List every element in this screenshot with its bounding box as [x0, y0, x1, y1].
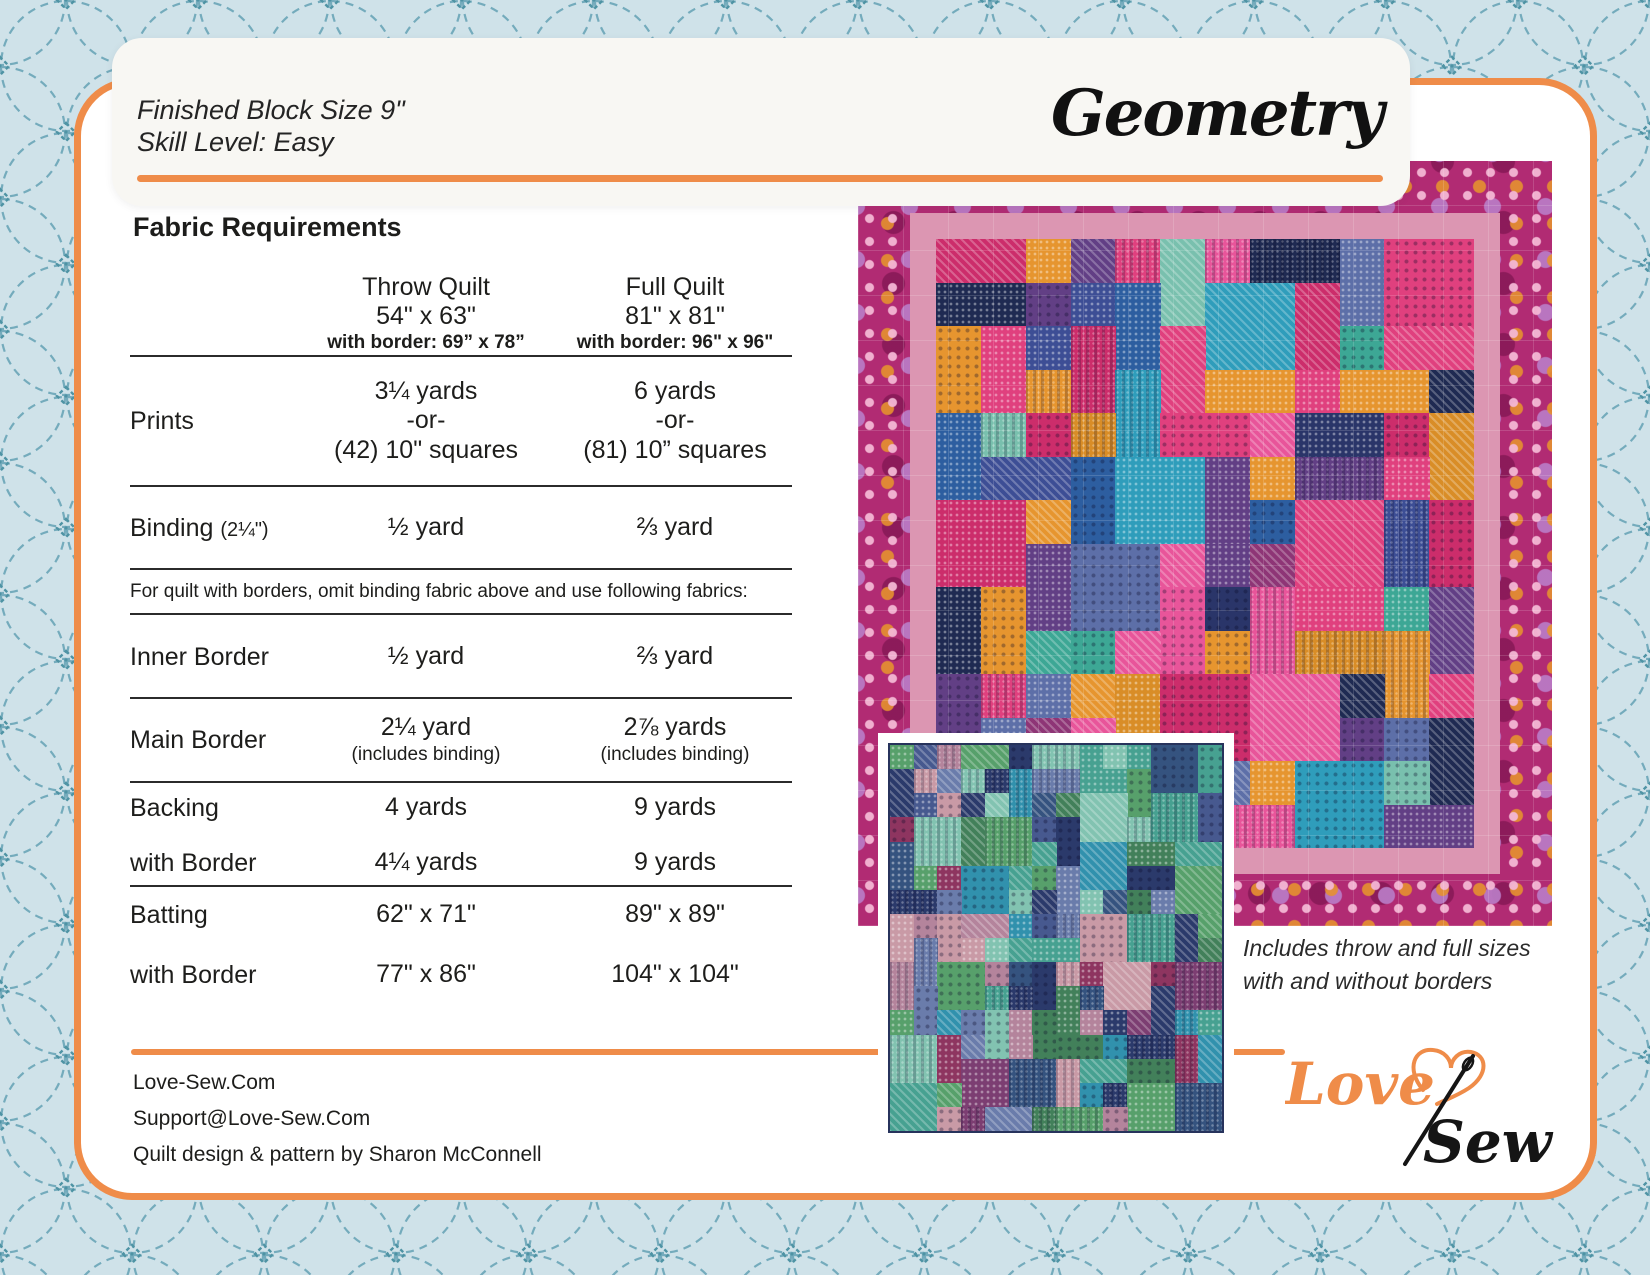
full-quilt-border-size: with border: 96" x 96"	[576, 331, 774, 353]
fabric-patch	[1384, 631, 1429, 719]
fabric-patch	[1115, 283, 1160, 371]
fabric-patch	[937, 962, 985, 1011]
fabric-patch	[937, 866, 961, 891]
fabric-patch	[1032, 817, 1056, 842]
full-quilt-name: Full Quilt	[625, 272, 725, 301]
table-note-row	[130, 571, 806, 613]
fabric-patch	[1175, 914, 1199, 963]
fabric-patch	[1032, 1107, 1056, 1132]
fabric-patch	[1032, 842, 1056, 867]
value-line: 2¼ yard	[380, 713, 472, 742]
fabric-patch	[1429, 500, 1474, 588]
row-label	[130, 514, 308, 543]
fabric-patch	[1080, 1083, 1104, 1108]
fabric-patch	[890, 890, 938, 915]
quilt-patchwork-center	[888, 743, 1224, 1133]
fabric-patch	[1250, 239, 1340, 283]
fabric-patch	[1198, 1010, 1222, 1035]
fabric-patch	[890, 1083, 938, 1132]
fabric-patch	[1151, 745, 1199, 794]
fabric-patch	[1026, 239, 1071, 283]
table-row-backing-with-border	[130, 840, 806, 886]
fabric-patch	[985, 938, 1009, 963]
value-line: (81) 10” squares	[583, 435, 767, 464]
fabric-patch	[1198, 793, 1222, 842]
row-label: with Border	[130, 848, 257, 877]
quilt-caption	[1243, 932, 1531, 999]
fabric-patch	[961, 769, 985, 794]
fabric-patch	[1151, 890, 1175, 915]
fabric-patch	[1127, 1010, 1151, 1035]
throw-quilt-name: Throw Quilt	[362, 272, 490, 301]
binding-full-value: ⅔ yard	[636, 513, 714, 542]
batting-border-full-value: 104" x 104"	[611, 960, 739, 989]
finished-block-size-text: Finished Block Size 9"	[137, 95, 405, 125]
fabric-patch	[961, 793, 985, 818]
fabric-patch	[937, 1107, 961, 1132]
fabric-patch	[985, 769, 1009, 794]
fabric-patch	[890, 842, 914, 891]
fabric-patch	[1009, 962, 1033, 987]
fabric-patch	[1026, 674, 1071, 718]
fabric-patch	[1080, 769, 1128, 794]
fabric-patch	[1127, 914, 1175, 963]
fabric-patch	[1080, 1059, 1128, 1084]
row-label: Prints	[130, 406, 194, 435]
fabric-patch	[1384, 413, 1429, 457]
fabric-patch	[1340, 326, 1385, 370]
table-divider	[130, 485, 792, 487]
fabric-patch	[1103, 962, 1151, 1011]
fabric-patch	[1103, 1010, 1127, 1035]
fabric-patch	[1127, 817, 1151, 842]
main-border-full-value	[544, 713, 806, 766]
fabric-patch	[890, 817, 914, 842]
fabric-patch	[1384, 587, 1429, 631]
value-line: (42) 10" squares	[334, 435, 518, 464]
fabric-patch	[937, 769, 961, 794]
fabric-patch	[936, 500, 1026, 588]
value-line: 6 yards	[634, 376, 716, 405]
fabric-patch	[1080, 986, 1104, 1011]
batting-full-value: 89" x 89"	[625, 900, 725, 929]
main-border-throw-value	[308, 713, 544, 766]
fabric-patch	[1009, 866, 1033, 891]
fabric-patch	[1205, 544, 1250, 588]
fabric-patch	[914, 745, 938, 770]
fabric-patch	[961, 1059, 1009, 1108]
table-row-batting	[130, 890, 806, 940]
fabric-patch	[1127, 769, 1151, 818]
fabric-patch	[961, 1035, 985, 1060]
fabric-patch	[1160, 326, 1205, 414]
fabric-patch	[1032, 962, 1056, 1011]
fabric-patch	[1340, 370, 1430, 414]
fabric-patch	[936, 283, 1026, 327]
table-header-row	[130, 252, 806, 358]
fabric-patch	[1250, 587, 1295, 675]
fabric-patch	[1071, 326, 1116, 414]
skill-level-text: Skill Level: Easy	[137, 127, 334, 158]
fabric-patch	[1384, 761, 1429, 805]
fabric-patch	[1175, 1010, 1199, 1035]
fabric-patch	[1032, 1010, 1056, 1059]
fabric-patch	[1384, 239, 1474, 327]
fabric-patch	[961, 1010, 985, 1035]
fabric-patch	[981, 674, 1026, 718]
row-label: Inner Border	[130, 642, 269, 671]
fabric-patch	[1429, 587, 1474, 675]
fabric-patch	[914, 938, 938, 987]
value-subline: (includes binding)	[600, 743, 750, 765]
fabric-patch	[1160, 413, 1250, 457]
table-divider	[130, 781, 792, 783]
fabric-patch	[890, 914, 914, 963]
binding-throw-value: ½ yard	[387, 513, 465, 542]
fabric-patch	[1071, 283, 1116, 327]
fabric-patch	[1250, 674, 1340, 762]
fabric-patch	[1032, 769, 1080, 794]
fabric-patch	[1026, 413, 1071, 457]
fabric-patch	[1295, 587, 1385, 631]
fabric-patch	[1295, 413, 1385, 457]
fabric-patch	[1160, 544, 1205, 588]
fabric-patch	[1151, 793, 1199, 842]
inner-border-full-value: ⅔ yard	[636, 642, 714, 671]
fabric-patch	[961, 1107, 985, 1132]
love-sew-logo	[1285, 1022, 1565, 1172]
fabric-patch	[985, 962, 1009, 987]
fabric-patch	[1429, 718, 1474, 806]
table-row-backing	[130, 784, 806, 832]
fabric-patch	[1384, 718, 1429, 762]
caption-line: with and without borders	[1243, 968, 1493, 995]
fabric-patch	[1080, 793, 1128, 842]
fabric-patch	[1175, 842, 1223, 867]
fabric-patch	[890, 769, 914, 818]
batting-throw-value: 62" x 71"	[376, 900, 476, 929]
fabric-patch	[1250, 544, 1295, 588]
header-card	[112, 38, 1410, 206]
batting-border-throw-value: 77" x 86"	[376, 960, 476, 989]
binding-width-note: (2¼")	[220, 518, 269, 541]
fabric-patch	[1127, 866, 1175, 891]
full-quilt-column-header	[544, 273, 806, 354]
fabric-patch	[1429, 674, 1474, 718]
throw-quilt-border-size: with border: 69” x 78”	[327, 331, 525, 353]
fabric-patch	[1026, 500, 1071, 544]
fabric-patch	[936, 587, 981, 675]
fabric-patch	[1295, 457, 1385, 501]
full-quilt-size: 81" x 81"	[625, 302, 725, 331]
fabric-patch	[1026, 283, 1071, 327]
fabric-patch	[985, 986, 1009, 1011]
fabric-patch	[981, 587, 1026, 675]
fabric-patch	[1175, 866, 1223, 915]
fabric-patch	[961, 914, 1009, 939]
fabric-patch	[914, 986, 938, 1035]
fabric-patch	[936, 413, 981, 501]
fabric-patch	[1340, 718, 1385, 762]
table-divider	[130, 613, 792, 615]
fabric-patch	[1250, 500, 1295, 544]
fabric-patch	[914, 866, 938, 891]
fabric-patch	[936, 239, 1026, 283]
fabric-patch	[1127, 1083, 1175, 1132]
fabric-patch	[937, 914, 961, 963]
value-line: -or-	[655, 406, 695, 435]
fabric-patch	[981, 326, 1026, 414]
fabric-patch	[1340, 239, 1385, 327]
fabric-patch	[1151, 986, 1175, 1035]
fabric-patch	[1071, 457, 1116, 545]
fabric-patch	[961, 817, 985, 866]
fabric-patch	[1056, 986, 1080, 1035]
prints-throw-value	[308, 377, 544, 466]
throw-quilt-column-header	[308, 273, 544, 354]
fabric-patch	[1198, 938, 1222, 963]
fabric-patch	[1026, 544, 1071, 632]
fabric-patch	[1127, 842, 1175, 867]
fabric-patch	[961, 938, 985, 963]
fabric-patch	[1160, 587, 1205, 675]
fabric-patch	[1056, 1035, 1104, 1060]
fabric-patch	[1071, 631, 1116, 675]
fabric-patch	[1009, 1010, 1033, 1035]
fabric-patch	[1384, 500, 1429, 588]
border-note-text: For quilt with borders, omit binding fabric above and use following fabrics:	[130, 581, 748, 603]
fabric-patch	[1032, 866, 1056, 891]
fabric-patch	[1127, 745, 1151, 770]
fabric-patch	[937, 1083, 961, 1108]
fabric-patch	[1340, 674, 1385, 718]
fabric-patch	[1056, 1107, 1104, 1132]
fabric-patch	[1009, 986, 1033, 1011]
fabric-patch	[1103, 745, 1127, 770]
fabric-patch	[1127, 1059, 1175, 1084]
fabric-patch	[1080, 914, 1128, 963]
fabric-patch	[1295, 500, 1385, 588]
fabric-patch	[1103, 1083, 1127, 1108]
row-label: Batting	[130, 900, 208, 929]
table-divider	[130, 355, 792, 357]
fabric-patch	[1080, 842, 1128, 891]
fabric-patch	[1175, 962, 1223, 1011]
fabric-patch	[1080, 890, 1104, 915]
fabric-patch	[1026, 326, 1071, 370]
value-subline: (includes binding)	[351, 743, 501, 765]
fabric-patch	[1009, 1059, 1057, 1108]
fabric-patch	[961, 745, 1009, 770]
support-email-text: Support@Love-Sew.Com	[133, 1107, 371, 1130]
fabric-patch	[1009, 769, 1033, 818]
fabric-patch	[1295, 761, 1385, 848]
fabric-patch	[1071, 544, 1161, 632]
fabric-patch	[1151, 962, 1175, 987]
row-label: with Border	[130, 960, 257, 989]
table-row-batting-with-border	[130, 950, 806, 1000]
fabric-patch	[1103, 1035, 1127, 1060]
logo-sew-text: Sew	[1423, 1108, 1552, 1172]
table-row-prints	[130, 360, 806, 482]
fabric-patch	[1056, 866, 1080, 915]
fabric-patch	[1071, 239, 1116, 283]
table-divider	[130, 885, 792, 887]
fabric-patch	[985, 1010, 1009, 1059]
fabric-patch	[1160, 239, 1205, 327]
fabric-patch	[1115, 239, 1160, 283]
fabric-patch	[890, 962, 914, 1011]
fabric-patch	[1115, 457, 1205, 545]
fabric-patch	[1032, 890, 1056, 915]
fabric-patch	[1384, 805, 1474, 849]
fabric-patch	[985, 793, 1009, 818]
fabric-patch	[1250, 457, 1295, 501]
fabric-patch	[985, 1107, 1033, 1132]
fabric-patch	[937, 793, 961, 818]
fabric-patch	[914, 793, 938, 818]
fabric-patch	[890, 745, 914, 770]
row-label: Main Border	[130, 725, 267, 754]
designer-credit-text: Quilt design & pattern by Sharon McConnell	[133, 1143, 542, 1166]
fabric-patch	[1080, 1010, 1104, 1035]
throw-quilt-size: 54" x 63"	[376, 302, 476, 331]
header-underline	[137, 175, 1383, 182]
fabric-patch	[1250, 761, 1295, 805]
fabric-patch	[981, 457, 1071, 501]
caption-line: Includes throw and full sizes	[1243, 935, 1531, 961]
fabric-patch	[1198, 1035, 1222, 1084]
fabric-patch	[1250, 413, 1295, 457]
fabric-patch	[1056, 962, 1080, 987]
row-label: Backing	[130, 793, 219, 822]
fabric-patch	[1009, 1035, 1033, 1060]
value-line: -or-	[406, 406, 446, 435]
fabric-patch	[1175, 1083, 1223, 1132]
fabric-patch	[1198, 914, 1222, 939]
fabric-patch	[914, 914, 938, 939]
fabric-patch	[981, 413, 1026, 457]
fabric-patch	[1026, 370, 1071, 414]
backing-border-throw-value: 4¼ yards	[374, 848, 478, 877]
fabric-patch	[914, 817, 962, 866]
fabric-patch	[1009, 914, 1033, 939]
fabric-patch	[1056, 793, 1080, 818]
fabric-patch	[1127, 890, 1151, 915]
fabric-patch	[937, 745, 961, 770]
fabric-patch	[1429, 370, 1474, 414]
table-divider	[130, 697, 792, 699]
fabric-patch	[1026, 631, 1071, 675]
fabric-patch	[1127, 1035, 1175, 1060]
fabric-patch	[914, 769, 938, 794]
fabric-patch	[937, 890, 961, 915]
fabric-patch	[1384, 326, 1474, 370]
fabric-patch	[1205, 283, 1295, 371]
backing-full-value: 9 yards	[634, 793, 716, 822]
fabric-patch	[1080, 745, 1104, 770]
fabric-patch	[1071, 413, 1116, 457]
value-line: 3¼ yards	[374, 376, 478, 405]
inner-border-throw-value: ½ yard	[387, 642, 465, 671]
fabric-patch	[1295, 631, 1385, 675]
fabric-patch	[961, 866, 1009, 915]
value-line: 2⅞ yards	[623, 713, 727, 742]
fabric-patch	[1429, 413, 1474, 501]
fabric-patch	[1009, 890, 1033, 915]
fabric-patch	[1032, 745, 1080, 770]
backing-throw-value: 4 yards	[385, 793, 467, 822]
fabric-patch	[1205, 370, 1295, 414]
prints-full-value	[544, 377, 806, 466]
fabric-patch	[1205, 457, 1250, 545]
fabric-patch	[1009, 745, 1033, 770]
fabric-patch	[1198, 745, 1222, 794]
fabric-requirements-title: Fabric Requirements	[133, 212, 402, 242]
fabric-patch	[1032, 914, 1056, 939]
fabric-patch	[1056, 914, 1080, 939]
table-row-binding	[130, 492, 806, 564]
fabric-patch	[1205, 587, 1250, 631]
pattern-title: Geometry	[1051, 76, 1382, 151]
fabric-patch	[1071, 674, 1116, 718]
fabric-patch	[1009, 938, 1033, 963]
fabric-patch	[1032, 938, 1080, 963]
fabric-patch	[890, 1035, 938, 1084]
fabric-patch	[985, 817, 1033, 866]
fabric-patch	[937, 1010, 961, 1035]
fabric-patch	[936, 326, 981, 414]
fabric-patch	[1103, 1107, 1127, 1132]
fabric-patch	[937, 1035, 961, 1084]
fabric-patch	[1295, 370, 1340, 414]
quilt-preview-without-border	[878, 733, 1234, 1143]
fabric-patch	[1384, 457, 1429, 501]
fabric-patch	[1080, 962, 1104, 987]
backing-border-full-value: 9 yards	[634, 848, 716, 877]
table-divider	[130, 568, 792, 570]
table-row-main-border	[130, 701, 806, 779]
fabric-patch	[1205, 239, 1250, 283]
website-text: Love-Sew.Com	[133, 1071, 276, 1094]
fabric-patch	[1175, 1035, 1199, 1084]
fabric-patch	[1032, 793, 1056, 818]
fabric-patch	[1115, 631, 1160, 675]
fabric-patch	[890, 1010, 914, 1035]
table-row-inner-border	[130, 620, 806, 694]
fabric-patch	[1056, 1059, 1080, 1108]
logo-love-text: Love	[1285, 1050, 1436, 1118]
header-info	[137, 94, 405, 159]
binding-label: Binding	[130, 513, 214, 542]
fabric-patch	[1115, 370, 1160, 458]
fabric-patch	[1103, 890, 1127, 915]
fabric-patch	[1056, 817, 1080, 866]
fabric-patch	[1205, 631, 1250, 675]
fabric-patch	[1295, 283, 1340, 371]
